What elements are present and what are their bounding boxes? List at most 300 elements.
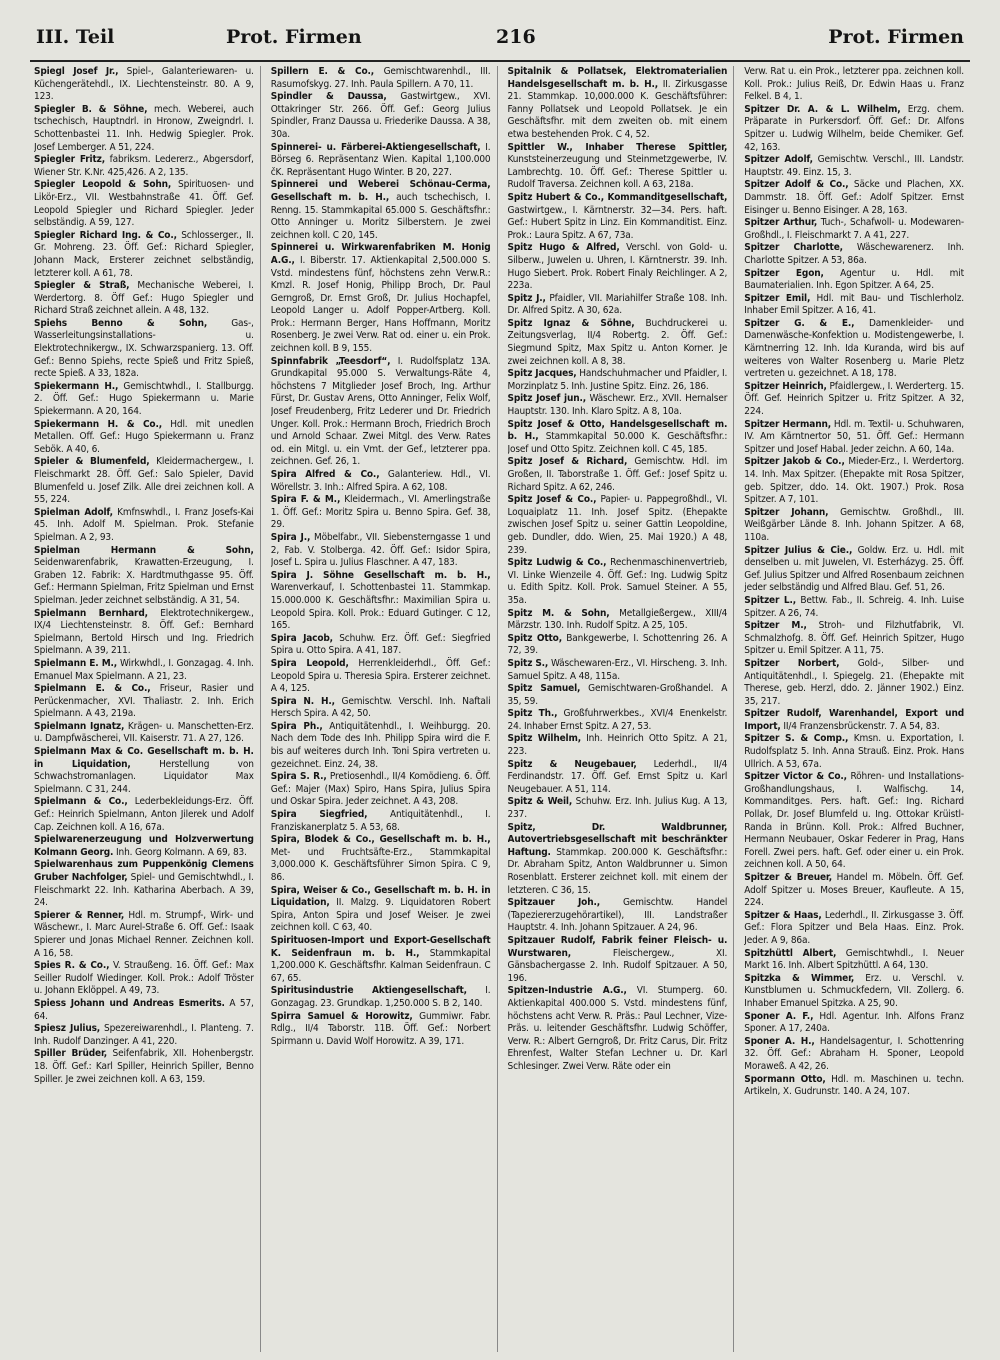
firm-entry <box>34 280 254 318</box>
firm-name: Spitz Josef & Otto, Handelsgesellschaft m. b. H., <box>507 418 728 443</box>
firm-name: Spinnerei und Weberei Schönau-Cerma, Gesellschaft m. b. H., <box>270 179 491 203</box>
firm-details: Antiquitätenhdl., I. Franziskanerplatz 5. A 53, 68. <box>270 809 491 833</box>
column-3 <box>508 66 735 1352</box>
firm-entry <box>508 608 728 633</box>
firm-details: V. Straußeng. 16. Öff. Gef.: Max Seiller Rudolf Wiedinger. Koll. Prok.: Adolf Tröster u. Johann Eklöppel. A 49, 73. <box>34 960 254 997</box>
firm-entry <box>271 985 491 1010</box>
firm-details: Inh. Georg Kolmann. A 69, 83. <box>113 846 247 858</box>
firm-details: Bettw. Fab., II. Schreig. 4. Inh. Luise Spitzer. A 26, 74. <box>744 594 964 619</box>
firm-entry <box>744 154 964 179</box>
firm-entry <box>744 179 964 217</box>
firm-entry <box>34 507 254 545</box>
firm-name: Spielmann & Co., <box>34 796 128 808</box>
firm-entry <box>271 179 491 242</box>
firm-details: Gemischtw. Handel (Tapeziererzugehörartikel), III. Landstraßer Hauptstr. 4. Inh. Johann Spitzauer. A 24, 96. <box>507 897 728 934</box>
firm-entry <box>508 293 728 318</box>
firm-entry <box>508 759 728 797</box>
firm-details: Gemischtwhdl., I. Stallburgg. 2. Öff. Gef.: Hugo Spiekermann u. Marie Spiekermann. A 20, 164. <box>34 380 254 418</box>
firm-name: Spiegler Fritz, <box>34 154 105 166</box>
firm-entry <box>34 746 254 796</box>
firm-details: Gastwirtgew., XVI. Ottakringer Str. 266. Öff. Gef.: Georg Julius Spindler, Franz Daussa u. Friederike Daussa. A 38, 30a. <box>270 91 491 140</box>
firm-entry <box>744 456 964 506</box>
firm-name: Spira, Weiser & Co., Gesellschaft m. b. H. in Liquidation, <box>270 884 491 909</box>
firm-name: Spillern E. & Co., <box>270 66 375 77</box>
firm-details: Erzg. chem. Präparate in Purkersdorf. Öff. Gef.: Dr. Alfons Spitzer u. Ludwig Wilhelm, beide Chemiker. Gef. 42, 163. <box>744 103 964 153</box>
firm-details: Met- und Fruchtsäfte-Erz., Stammkapital 3,000.000 K. Geschäftsführer Simon Spira. C 9, 86. <box>270 846 491 883</box>
firm-details: Handel m. Möbeln. Öff. Gef. Adolf Spitzer u. Moses Breuer, Kaufleute. A 15, 224. <box>744 872 964 909</box>
firm-details: fabriksm. Ledererz., Abgersdorf, Wiener Str. K.Nr. 425,426. A 2, 135. <box>34 154 254 178</box>
firm-name: Spinnfabrik „Teesdorf“, <box>270 355 391 367</box>
firm-name: Sponer A. H., <box>744 1035 815 1047</box>
firm-entry <box>744 910 964 948</box>
firm-name: Spiekermann H., <box>34 380 119 392</box>
firm-entry <box>744 973 964 1011</box>
firm-name: Spitz, Dr. Waldbrunner, Autovertriebsgesellschaft mit beschränkter Haftung. <box>507 821 728 858</box>
firm-name: Spitz M. & Sohn, <box>507 607 610 619</box>
firm-entry <box>271 834 491 884</box>
firm-name: Spielmann Max & Co. Gesellschaft m. b. H. in Liquidation, <box>34 746 254 770</box>
firm-entry <box>744 318 964 381</box>
firm-entry <box>271 142 491 180</box>
firm-entry <box>34 796 254 834</box>
firm-entry <box>271 935 491 985</box>
firm-entry <box>744 771 964 872</box>
firm-details: Hdl. mit Bau- und Tischlerholz. Inhaber Emil Spitzer. A 16, 41. <box>744 292 964 317</box>
firm-details: Seidenwarenfabrik, Krawatten-Erzeugung, I. Graben 12. Fabrik: X. Hardtmuthgasse 95. Öff. Gef.: Hermann Spielman, Fritz Spielman und Ernst Spielman. Jeder zeichnet selbständig. A 31, 54. <box>34 557 254 606</box>
firm-entry <box>34 1048 254 1086</box>
firm-name: Spitzauer Rudolf, Fabrik feiner Fleisch- u. Wurstwaren, <box>507 934 728 959</box>
firm-details: Gastwirtgew., I. Kärntnerstr. 32—34. Pers. haft. Gef.: Hubert Spitz in Linz. Ein Kommanditist. Einz. Prok.: Laura Spitz. A 67, 73a. <box>507 204 728 241</box>
firm-name: Spitzhüttl Albert, <box>744 947 837 959</box>
firm-name: Spitzer Jakob & Co., <box>744 456 845 468</box>
firm-entry <box>744 733 964 771</box>
firm-details: Gemischtw. Hdl. im Großen, II. Taborstraße 1. Öff. Gef.: Josef Spitz u. Richard Spitz. A 62, 246. <box>507 456 728 493</box>
firm-entry <box>34 104 254 154</box>
firm-entry <box>744 293 964 318</box>
firm-details: Tuch-, Schafwoll- u. Modewaren-Großhdl., I. Fleischmarkt 7. A 41, 227. <box>744 217 964 241</box>
firm-details: Kmsn. u. Exportation, I. Rudolfsplatz 5. Inh. Anna Strauß. Einz. Prok. Hans Ullrich. A 53, 67a. <box>744 733 964 770</box>
firm-details: Stammkap. 200.000 K. Geschäftsfhr.: Dr. Abraham Spitz, Anton Waldbrunner u. Simon Rosenblatt. Ersterer zeichnet koll. mit einem der letzteren. C 36, 15. <box>507 846 728 896</box>
firm-details: I. Gonzagag. 23. Grundkap. 1,250.000 S. B 2, 140. <box>270 985 491 1009</box>
firm-details: Säcke und Plachen, XX. Dammstr. 18. Öff. Gef.: Adolf Spitzer. Ernst Eisinger u. Benno Eisinger. A 28, 163. <box>744 179 965 216</box>
firm-details: Rechenmaschinenvertrieb, VI. Linke Wienzeile 4. Öff. Gef.: Ing. Ludwig Spitz u. Edith Spitz. Koll. Prok. Samuel Steiner. A 55, 35a. <box>507 557 728 606</box>
firm-details: Friseur, Rasier und Perückenmacher, XVI. Thaliastr. 2. Inh. Erich Spielmann. A 43, 219a. <box>34 683 254 720</box>
firm-name: Spitzer Arthur, <box>744 217 818 229</box>
firm-details: Lederhdl., II/4 Ferdinandstr. 17. Öff. Gef. Ernst Spitz u. Karl Neugebauer. A 51, 114. <box>507 758 728 795</box>
firm-details: Kleidermachergew., I. Fleischmarkt 28. Öff. Gef.: Salo Spieler, David Blumenfeld u. Josef Zilk. Alle drei zeichnen koll. A 55, 224. <box>34 456 254 506</box>
page-header <box>36 26 964 56</box>
firm-name: Spitzer G. & E., <box>744 317 855 329</box>
firm-name: Spira F. & M., <box>270 494 341 506</box>
firm-name: Spittler W., Inhaber Therese Spittler, <box>507 141 728 153</box>
firm-name: Spiegler B. & Söhne, <box>34 103 148 115</box>
firm-details: A 57, 64. <box>34 997 254 1022</box>
firm-entry <box>508 822 728 898</box>
firm-entry <box>508 557 728 607</box>
firm-details: Gemischtwhdl., I. Neuer Markt 16. Inh. Albert Spitzhüttl. A 64, 130. <box>744 947 964 972</box>
firm-entry <box>34 318 254 381</box>
firm-entry <box>744 595 964 620</box>
firm-details: Warenverkauf, I. Schottenbastei 11. Stammkap. 15.000.000 K. Geschäftsfhr.: Maximilian Spira u. Leopold Spira. Koll. Prok.: Eduard Gutinger. C 12, 165. <box>270 582 491 632</box>
firm-entry <box>744 66 964 104</box>
firm-entry <box>508 419 728 457</box>
firm-entry <box>271 469 491 494</box>
firm-name: Spitzer M., <box>744 620 807 632</box>
firm-details: Antiquitätenhdl., I. Weihburgg. 20. Nach dem Tode des Inh. Philipp Spira wird die F. bis auf weiteres durch Inh. Toni Spira vertreten u. gezeichnet. Einz. 24, 38. <box>270 720 491 770</box>
firm-name: Spira Siegfried, <box>270 809 368 821</box>
firm-name: Spitz S., <box>507 657 549 669</box>
firm-name: Spitz Ludwig & Co., <box>507 557 607 569</box>
firm-entry <box>744 872 964 910</box>
firm-name: Spiekermann H. & Co., <box>34 418 162 430</box>
firm-entry <box>34 456 254 506</box>
firm-entry <box>34 960 254 998</box>
firm-name: Spiegler Richard Ing. & Co., <box>34 229 177 241</box>
firm-entry <box>744 242 964 267</box>
firm-name: Spielmann E. & Co., <box>34 683 151 695</box>
firm-entry <box>34 179 254 229</box>
firm-entry <box>271 532 491 570</box>
firm-entry <box>271 66 491 91</box>
firm-name: Spitzer Egon, <box>744 267 824 279</box>
firm-entry <box>34 545 254 608</box>
firm-name: Spitzer Emil, <box>744 292 811 304</box>
firm-details: Goldw. Erz. u. Hdl. mit denselben u. mit Juwelen, VI. Esterházyg. 25. Öff. Gef. Julius Spitzer und Alfred Rosenbaum zeichnen jeder selbständig und Alfred Blau. Gef. 51, 26. <box>744 544 964 594</box>
firm-entry <box>744 268 964 293</box>
firm-name: Spitzer & Haas, <box>744 909 822 921</box>
firm-details: Krägen- u. Manschetten-Erz. u. Dampfwäscherei, VII. Kaiserstr. 71. A 27, 126. <box>34 720 254 745</box>
firm-name: Spiegler Leopold & Sohn, <box>34 179 172 191</box>
section-label: III. Teil <box>36 26 115 48</box>
firm-name: Spinnerei u. Wirkwarenfabriken M. Honig A.G., <box>270 242 491 266</box>
firm-details: Mechanische Weberei, I. Werdertorg. 8. Öff Gef.: Hugo Spiegler und Richard Straß zeichnet allein. A 48, 132. <box>34 280 254 317</box>
firm-details: II. Zirkusgasse 21. Stammkap. 10,000.000 K. Geschäftsführer: Fanny Pollatsek und Leopold Pollatsek. Je ein Geschäftsfhr. mit dem zweiten ob. mit einem etwa bestehenden Prok. C 4, 52. <box>507 78 728 140</box>
firm-entry <box>271 91 491 141</box>
firm-details: Spiel- und Gemischtwhdl., I. Fleischmarkt 22. Inh. Katharina Aberbach. A 39, 24. <box>34 872 254 909</box>
firm-name: Spitz Jacques, <box>507 368 577 380</box>
firm-details: Schlosserger., II. Gr. Mohreng. 23. Öff. Gef.: Richard Spiegler, Johann Mack, Ersterer zeichnet selbständig, letzterer koll. A 61, 78. <box>34 229 254 279</box>
firm-name: Spitzer Charlotte, <box>744 242 843 254</box>
firm-details: Papier- u. Pappegroßhdl., VI. Loquaiplatz 11. Inh. Josef Spitz. (Ehepakte zwischen Josef Spitz u. seiner Gattin Leopoldine, geb. Dundler, ddo. Wien, 25. Mai 1920.) A 48, 239. <box>507 494 728 556</box>
firm-entry <box>34 419 254 457</box>
firm-details: II. Malzg. 9. Liquidatoren Robert Spira, Anton Spira und Josef Weiser. Je zwei zeichnen koll. C 63, 40. <box>270 897 491 934</box>
firm-details: Hdl. m. Maschinen u. techn. Artikeln, X. Gudrunstr. 140. A 24, 107. <box>744 1073 964 1098</box>
firm-details: Herrenkleiderhdl., Öff. Gef.: Leopold Spira u. Theresia Spira. Ersterer zeichnet. A 4, 125. <box>270 657 491 695</box>
firm-details: Hdl. Agentur. Inh. Alfons Franz Sponer. A 17, 240a. <box>744 1010 964 1035</box>
firm-details: Erz. u. Verschl. v. Kunstblumen u. Schmuckfedern, VII. Zollerg. 6. Inhaber Emanuel Spitzka. A 25, 90. <box>744 972 964 1009</box>
firm-name: Spitz Hugo & Alfred, <box>507 242 620 254</box>
firm-name: Spira Ph., <box>270 720 323 732</box>
firm-name: Spielwarenerzeugung und Holzverwertung Kolmann Georg. <box>34 834 254 858</box>
firm-entry <box>34 658 254 683</box>
firm-details: Hdl. m. Textil- u. Schuhwaren, IV. Am Kärntnertor 50, 51. Öff. Gef.: Hermann Spitzer und Josef Habal. Jeder zeichn. A 60, 14a. <box>744 418 964 455</box>
firm-name: Spitzer Hermann, <box>744 418 831 430</box>
firm-entry <box>508 242 728 292</box>
firm-entry <box>744 419 964 457</box>
firm-details: Handelsagentur, I. Schottenring 32. Öff. Gef.: Abraham H. Sponer, Leopold Moraweß. A 42, 26. <box>744 1035 964 1072</box>
firm-details: auch tschechisch, I. Renng. 15. Stammkapital 65.000 S. Geschäftsfhr.: Otto Anninger u. Moritz Silberstern. Je zwei zeichnen koll. C 20, 145. <box>270 191 491 241</box>
firm-entry <box>271 771 491 809</box>
firm-details: Stammkapital 1,200.000 K. Geschäftsfhr. Kalman Seidenfraun. C 67, 65. <box>270 947 491 984</box>
firm-name: Spitalnik & Pollatsek, Elektromaterialien Handelsgesellschaft m. b. H., <box>507 66 728 90</box>
firm-entry <box>508 66 728 142</box>
firm-details: Großfuhrwerkbes., XVI/4 Enenkelstr. 24. Inhaber Ernst Spitz. A 27, 53. <box>507 708 728 732</box>
firm-entry <box>34 66 254 104</box>
firm-name: Spira S. R., <box>270 771 327 783</box>
firm-name: Spitzer Adolf, <box>744 154 813 166</box>
firm-entry <box>34 998 254 1023</box>
firm-name: Spitzer Victor & Co., <box>744 771 847 783</box>
firm-details: Buchdruckerei u. Zeitungsverlag, II/4 Robertg. 2. Öff. Gef.: Siegmund Spitz, Max Spitz u. Anton Korner. Je zwei zeichnen koll. A 8, 38. <box>507 317 728 367</box>
firm-entry <box>34 859 254 909</box>
firm-name: Spira Jacob, <box>270 632 333 644</box>
firm-details: Gemischtwarenhdl., III. Rasumofskyg. 27. Inh. Paula Spillern. A 70, 11. <box>270 66 491 90</box>
firm-name: Spitz Otto, <box>507 632 562 644</box>
firm-details: Herstellung von Schwachstromanlagen. Liquidator Max Spielmann. C 31, 244. <box>34 758 254 795</box>
firm-details: Seifenfabrik, XII. Hohenbergstr. 18. Öff. Gef.: Karl Spiller, Heinrich Spiller, Benno Spiller. Je zwei zeichnen koll. A 63, 159. <box>34 1048 254 1085</box>
firm-details: Lederbekleidungs-Erz. Öff. Gef.: Heinrich Spielmann, Anton Jilerek und Adolf Cap. Zeichnen koll. A 16, 67a. <box>34 796 254 833</box>
firm-name: Spies R. & Co., <box>34 960 110 972</box>
firm-details: I. Biberstr. 17. Aktienkapital 2,500.000 S. Vstd. mindestens fünf, höchstens zehn Verw.R.: Kmzl. R. Josef Honig, Philipp Broch, Dr. Paul Gerngroß, Dr. Ernst Groß, Dr. Julius Hochapfel, Leopold Langer u. Adolf Popper-Artberg. Koll. Prok.: Hermann Berger, Hans Hoffmann, Moritz Rosenberg. Je zwei Verw. Rat od. einer u. ein Prok. zeichnen koll. B 9, 155. <box>270 254 491 355</box>
firm-entry <box>271 494 491 532</box>
firm-details: Lederhdl., II. Zirkusgasse 3. Öff. Gef.: Flora Spitzer und Bela Haas. Einz. Prok. Jeder. A 9, 86a. <box>744 909 964 946</box>
firm-entry <box>271 696 491 721</box>
firm-details: Kleidermach., VI. Amerlingstraße 1. Öff. Gef.: Moritz Spira u. Benno Spira. Gef. 38, 29. <box>270 494 491 531</box>
firm-name: Spielmann E. M., <box>34 657 118 669</box>
firm-entry <box>508 192 728 242</box>
header-rule <box>30 60 970 62</box>
firm-entry <box>508 318 728 368</box>
firm-details: Spirituosen- und Likör-Erz., VII. Westbahnstraße 41. Öff. Gef. Leopold Spiegler und Richard Spiegler. Jeder selbständig. A 59, 127. <box>34 179 254 229</box>
firm-details: Agentur u. Hdl. mit Baumaterialien. Inh. Egon Spitzer. A 64, 25. <box>744 267 964 292</box>
firm-name: Spielman Adolf, <box>34 506 113 518</box>
firm-name: Spiller Brüder, <box>34 1048 108 1060</box>
firm-name: Spira N. H., <box>270 695 335 707</box>
firm-details: I. Börseg 6. Repräsentanz Wien. Kapital 1,100.000 čK. Repräsentant Hugo Winter. B 20, 227. <box>270 141 491 178</box>
firm-details: Gold-, Silber- und Antiquitätenhdl., I. Spiegelg. 21. (Ehepakte mit Therese, geb. Herzl, ddo. 2. Jänner 1902.) Einz. 35, 217. <box>744 657 964 707</box>
firm-details: mech. Weberei, auch tschechisch, Hauptndrl. in Hronow, Zweigndrl. I. Schottenbastei 11. Inh. Hedwig Spiegler. Prok. Josef Lemberger. A 51, 224. <box>34 103 254 153</box>
firm-entry <box>508 658 728 683</box>
firm-details: Kmfnswhdl., I. Franz Josefs-Kai 45. Inh. Adolf M. Spielman. Prok. Stefanie Spielman. A 2, 93. <box>34 506 254 543</box>
firm-name: Spitz & Weil, <box>507 796 573 808</box>
firm-entry <box>744 620 964 658</box>
firm-name: Spitz Th., <box>507 708 558 720</box>
firm-details: Gemischtw. Großhdl., III. Weißgärber Lände 8. Inh. Johann Spitzer. A 68, 110a. <box>744 506 964 543</box>
firm-details: Handschuhmacher und Pfaidler, I. Morzinplatz 5. Inh. Justine Spitz. Einz. 26, 186. <box>507 368 728 392</box>
firm-details: Mieder-Erz., I. Werdertorg. 14. Inh. Max Spitzer. (Ehepakte mit Rosa Spitzer, geb. Spitzer, ddo. 14. Okt. 1907.) Prok. Rosa Spitzer. A 7, 101. <box>744 456 965 506</box>
firm-details: Bankgewerbe, I. Schottenring 26. A 72, 39. <box>507 632 728 657</box>
firm-entry <box>508 935 728 985</box>
firm-name: Spitzen-Industrie A.G., <box>507 985 627 997</box>
firm-details: Kunststeinerzeugung und Steinmetzgewerbe, IV. Lambrechtg. 10. Öff. Gef.: Therese Spittler u. Rudolf Traversa. Zeichnen koll. A 63, 218a. <box>507 154 728 191</box>
firm-entry <box>508 683 728 708</box>
firm-details: Gemischtwaren-Großhandel. A 35, 59. <box>507 683 728 707</box>
firm-entry <box>271 721 491 771</box>
firm-name: Spira Leopold, <box>270 657 349 669</box>
firm-entry <box>271 242 491 355</box>
firm-entry <box>508 733 728 758</box>
firm-name: Spitz Josef & Co., <box>507 494 597 506</box>
firm-entry <box>34 1023 254 1048</box>
firm-name: Spitz Samuel, <box>507 683 581 695</box>
firm-name: Spitzauer Joh., <box>507 897 600 909</box>
firm-name: Spitz J., <box>507 292 546 304</box>
firm-details: Wäschewr. Erz., XVII. Hernalser Hauptstr. 130. Inh. Klaro Spitz. A 8, 10a. <box>507 393 728 418</box>
firm-name: Spira Alfred & Co., <box>270 469 380 480</box>
firm-entry <box>34 381 254 419</box>
firm-details: Elektrotechnikergew., IX/4 Liechtensteinstr. 8. Öff. Gef.: Bernhard Spielmann, Bertold Hirsch und Ing. Friedrich Spielmann. A 39, 211. <box>34 607 254 657</box>
firm-details: Gemischtw. Verschl. Inh. Naftali Hersch Spira. A 42, 50. <box>270 695 491 720</box>
firm-details: Hdl. mit unedlen Metallen. Off. Gef.: Hugo Spiekermann u. Franz Sebök. A 40, 6. <box>34 418 254 455</box>
page-number: 216 <box>496 26 536 48</box>
firm-entry <box>271 658 491 696</box>
firm-details: VI. Stumperg. 60. Aktienkapital 400.000 S. Vstd. mindestens fünf, höchstens acht Verw. R. Präs.: Paul Lechner, Vize-Präs. u. leitender Geschäftsfhr. Ludwig Schöffer, Verw. R.: Albert Gerngroß, Dr. Fritz Carus, Dir. Fritz Ehrenfest, Walter Stefan Lechner u. Dr. Karl Schlesinger. Zwei Verw. Räte oder ein <box>507 985 728 1072</box>
firm-details: Spezereiwarenhdl., I. Planteng. 7. Inh. Rudolf Danzinger. A 41, 220. <box>34 1023 254 1047</box>
firm-details: Röhren- und Installations-Großhandlungshaus, I. Walfischg. 14, Kommanditges. Pers. haft. Gef.: Ing. Richard Pollak, Dr. Josef Blumfeld u. Ing. Ottokar Krüistl-Randa in Brünn. Koll. Prok.: Alfred Buchner, Hermann Neubauer, Oskar Federer in Prag, Hans Forell. Zwei pers. haft. Gef. oder einer u. ein Prok. zeichnen koll. A 50, 64. <box>744 771 964 871</box>
firm-entry <box>744 708 964 733</box>
firm-details: Wäschewaren-Erz., VI. Hirscheng. 3. Inh. Samuel Spitz. A 48, 115a. <box>507 657 728 682</box>
left-running-title: Prot. Firmen <box>226 26 362 48</box>
firm-entry <box>508 368 728 393</box>
firm-name: Spormann Otto, <box>744 1073 826 1085</box>
firm-details: Pfaidler, VII. Mariahilfer Straße 108. Inh. Dr. Alfred Spitz. A 30, 62a. <box>507 292 728 317</box>
firm-name: Spitz Josef jun., <box>507 393 586 405</box>
firm-name: Spiritusindustrie Aktiengesellschaft, <box>270 985 467 997</box>
firm-details: I. Rudolfsplatz 13A. Grundkapital 95.000 S. Verwaltungs-Räte 4, höchstens 7 Mitglieder Josef Broch, Ing. Arthur Fürst, Dr. Gustav Arens, Otto Anninger, Felix Wolf, Josef Freudenberg, Fritz Lederer und Dr. Friedrich Unger. Koll. Prok.: Hermann Broch, Friedrich Broch und Arnold Schaar. Zwei Mitgl. des Verw. Rates od. ein Mitgl. u. ein Vmt. der Gef., letzterer ppa. zeichnen. Gef. 26, 1. <box>270 355 491 468</box>
firm-entry <box>508 142 728 192</box>
column-4 <box>744 66 970 1352</box>
firm-name: Spielman Hermann & Sohn, <box>34 544 254 556</box>
firm-name: Spitzer & Breuer, <box>744 872 833 883</box>
firm-entry <box>34 721 254 746</box>
right-running-title: Prot. Firmen <box>828 26 964 48</box>
firm-name: Spielwarenhaus zum Puppenkönig Clemens Gruber Nachfolger, <box>34 859 254 883</box>
firm-entry <box>271 885 491 935</box>
firm-details: Schuhw. Erz. Öff. Gef.: Siegfried Spira u. Otto Spira. A 41, 187. <box>270 632 491 657</box>
firm-entry <box>744 1036 964 1074</box>
firm-name: Spiehs Benno & Sohn, <box>34 317 208 329</box>
firm-name: Spiess Johann und Andreas Esmerits. <box>34 997 225 1009</box>
firm-name: Spielmann Ignatz, <box>34 720 125 732</box>
firm-entry <box>744 1011 964 1036</box>
firm-entry <box>271 356 491 469</box>
firm-details: Möbelfabr., VII. Siebensterngasse 1 und 2, Fab. V. Stolberga. 42. Öff. Gef.: Isidor Spira, Josef L. Spira u. Julius Flaschner. A 47, 183. <box>270 531 491 569</box>
firm-entry <box>34 230 254 280</box>
firm-name: Spitzer Dr. A. & L. Wilhelm, <box>744 103 901 115</box>
firm-details: Damenkleider- und Damenwäsche-Konfektion u. Modistengewerbe, I. Kärntnerring 12. Inh. Ida Kuranda, wird bis auf weiteres von Walter Rosenberg u. Marie Pletz vertreten u. gezeichnet. A 18, 178. <box>744 317 964 380</box>
firm-entry <box>508 708 728 733</box>
firm-entry <box>744 217 964 242</box>
firm-entry <box>744 948 964 973</box>
firm-name: Spitz Wilhelm, <box>507 733 581 745</box>
firm-entry <box>508 985 728 1073</box>
firm-entry <box>34 834 254 859</box>
firm-entry <box>508 393 728 418</box>
firm-details: Wirkwhdl., I. Gonzagag. 4. Inh. Emanuel Max Spielmann. A 21, 23. <box>34 657 254 682</box>
column-2 <box>271 66 498 1352</box>
firm-name: Spitzer L., <box>744 594 797 606</box>
firm-details: Inh. Heinrich Otto Spitz. A 21, 223. <box>507 733 728 758</box>
firm-name: Spira J. Söhne Gesellschaft m. b. H., <box>270 569 491 581</box>
firm-name: Spindler & Daussa, <box>270 91 387 103</box>
firm-entry <box>271 570 491 633</box>
firm-name: Spiesz Julius, <box>34 1023 101 1035</box>
firm-details: Stammkapital 50.000 K. Geschäftsfhr.: Josef und Otto Spitz. Zeichnen koll. C 45, 185. <box>507 431 728 455</box>
firm-entry <box>34 154 254 179</box>
firm-details: Verw. Rat u. ein Prok., letzterer ppa. zeichnen koll. Koll. Prok.: Julius Reiß, Dr. Edwin Haas u. Franz Felkel. B 4, 1. <box>744 66 964 103</box>
firm-details: Metallgießergew., XIII/4 Märzstr. 130. Inh. Rudolf Spitz. A 25, 105. <box>507 607 728 632</box>
firm-name: Spiegler & Straß, <box>34 280 130 292</box>
firm-name: Spitzer Johann, <box>744 506 829 518</box>
firm-entry <box>744 507 964 545</box>
column-1 <box>34 66 261 1352</box>
firm-details: II/4 Franzensbrückenstr. 7. A 54, 83. <box>780 720 940 732</box>
firm-name: Spitzer Julius & Cie., <box>744 544 853 556</box>
firm-name: Spitzer Norbert, <box>744 657 840 669</box>
firm-details: Spiel-, Galanteriewaren- u. Küchengerätehdl., IX. Liechtensteinstr. 80. A 9, 123. <box>34 66 254 103</box>
firm-name: Spitzka & Wimmer, <box>744 972 855 984</box>
firm-details: Gas-, Wasserleitungsinstallations- u. Elektrotechnikergw., IX. Schwarzspanierg. 13. Off. Gef.: Benno Spiehs, recte Spieß und Fritz Spieß, recte Spieß. A 33, 182a. <box>34 317 254 380</box>
firm-name: Sponer A. F., <box>744 1010 814 1022</box>
firm-details: Verschl. von Gold- u. Silberw., Juwelen u. Uhren, I. Kärntnerstr. 39. Inh. Hugo Siebert. Prok. Robert Finaly Reichlinger. A 2, 223a. <box>507 242 728 292</box>
firm-name: Spitzer Adolf & Co., <box>744 179 849 191</box>
firm-name: Spitz Hubert & Co., Kommanditgesellschaft, <box>507 191 728 203</box>
firm-details: Stroh- und Filzhutfabrik, VI. Schmalzhofg. 8. Öff. Gef. Heinrich Spitzer, Hugo Spitzer u. Emil Spitzer. A 11, 75. <box>744 620 964 657</box>
firm-name: Spielmann Bernhard, <box>34 607 148 619</box>
firm-entry <box>508 796 728 821</box>
firm-name: Spira J., <box>270 531 311 543</box>
firm-name: Spiegl Josef Jr., <box>34 66 119 77</box>
firm-name: Spitz Ignaz & Söhne, <box>507 317 635 329</box>
firm-name: Spirra Samuel & Horowitz, <box>270 1010 413 1022</box>
firm-name: Spira, Blodek & Co., Gesellschaft m. b. H., <box>270 834 491 846</box>
firm-entry <box>271 809 491 834</box>
firm-details: Pretiosenhdl., II/4 Komödieng. 6. Öff. Gef.: Majer (Max) Spiro, Hans Spira, Julius Spira und Oskar Spira. Jeder zeichnet. A 43, 208. <box>270 771 491 808</box>
firm-entry <box>744 381 964 419</box>
firm-entry <box>744 104 964 154</box>
entry-columns <box>34 66 970 1352</box>
firm-name: Spitz & Neugebauer, <box>507 758 637 770</box>
firm-name: Spierer & Renner, <box>34 909 125 921</box>
firm-entry <box>744 658 964 708</box>
firm-name: Spieler & Blumenfeld, <box>34 456 150 468</box>
firm-name: Spinnerei- u. Färberei-Aktiengesellschaft, <box>270 141 481 153</box>
firm-details: Schuhw. Erz. Inh. Julius Kug. A 13, 237. <box>507 796 728 821</box>
firm-name: Spitzer S. & Comp., <box>744 733 849 745</box>
firm-name: Spitzer Rudolf, Warenhandel, Export und Import, <box>744 708 964 732</box>
firm-details: Galanteriew. Hdl., VI. Wörellstr. 3. Inh.: Alfred Spira. A 62, 108. <box>270 469 491 493</box>
firm-entry <box>34 608 254 658</box>
firm-details: Wäschewarenerz. Inh. Charlotte Spitzer. A 53, 86a. <box>744 242 964 266</box>
firm-entry <box>508 897 728 935</box>
firm-name: Spitzer Heinrich, <box>744 380 827 392</box>
firm-entry <box>744 545 964 595</box>
firm-details: Pfaidlergew., I. Werderterg. 15. Öff. Gef. Heinrich Spitzer u. Fritz Spitzer. A 32, 224. <box>744 380 964 418</box>
firm-details: Fleischergew., XI. Gänsbachergasse 2. Inh. Rudolf Spitzauer. A 50, 196. <box>507 947 728 984</box>
firm-entry <box>744 1074 964 1099</box>
firm-entry <box>34 910 254 960</box>
firm-details: Gummiwr. Fabr. Rdlg., II/4 Taborstr. 11B. Öff. Gef.: Norbert Spirmann u. David Wolf Horowitz. A 39, 171. <box>270 1010 491 1047</box>
firm-details: Hdl. m. Strumpf-, Wirk- und Wäschewr., I. Marc Aurel-Straße 6. Off. Gef.: Isaak Spierer und Jonas Michael Renner. Zeichnen koll. A 16, 58. <box>34 909 254 959</box>
firm-entry <box>508 456 728 494</box>
firm-entry <box>34 683 254 721</box>
firm-entry <box>508 633 728 658</box>
firm-entry <box>271 633 491 658</box>
firm-entry <box>271 1011 491 1049</box>
firm-details: Gemischtw. Verschl., III. Landstr. Hauptstr. 49. Einz. 15, 3. <box>744 154 964 178</box>
firm-entry <box>508 494 728 557</box>
firm-name: Spitz Josef & Richard, <box>507 456 628 468</box>
